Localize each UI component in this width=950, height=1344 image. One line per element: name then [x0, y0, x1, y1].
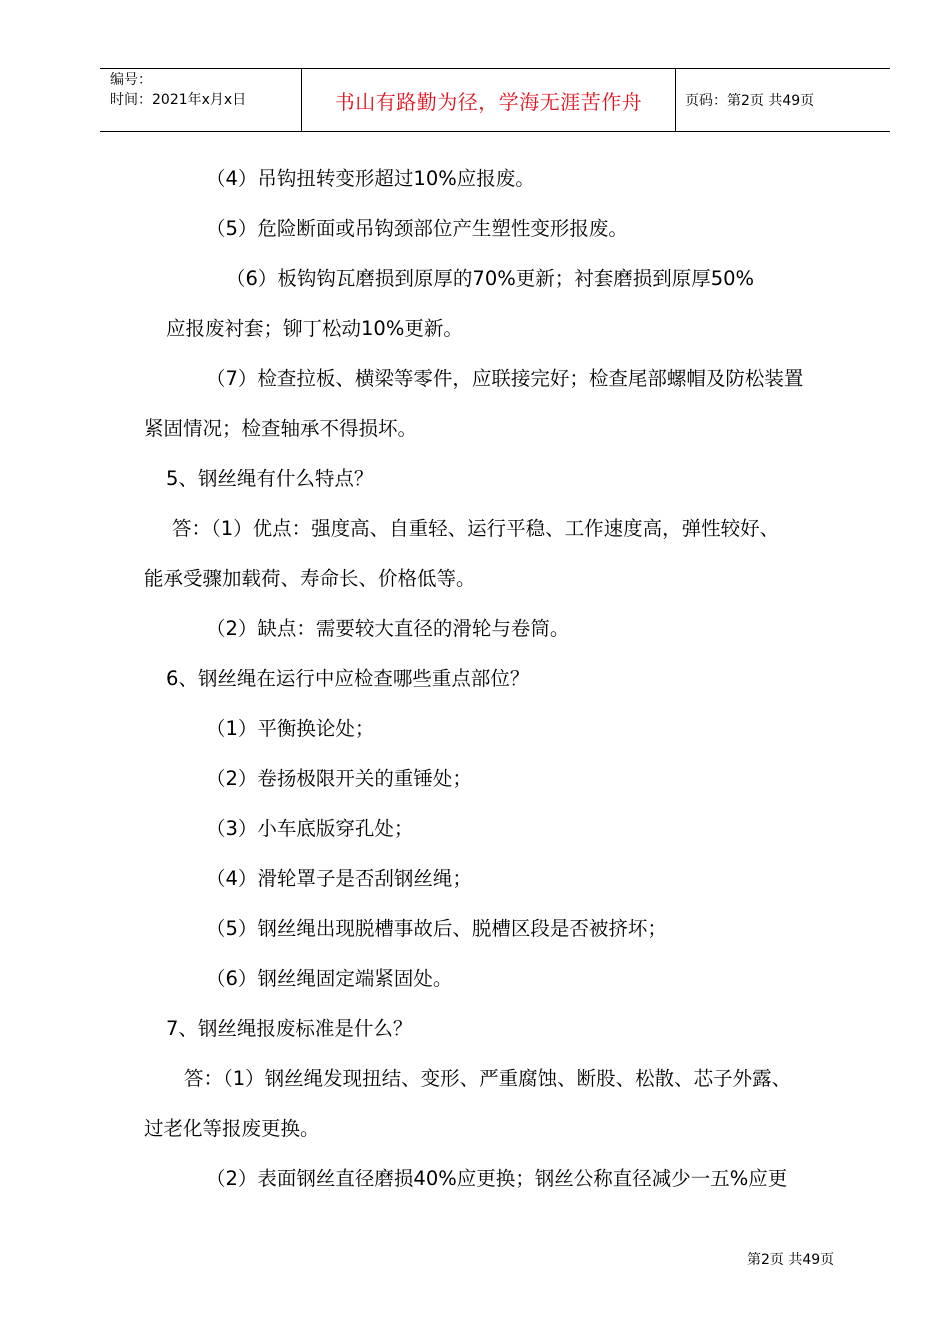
page-footer: 第2页 共49页 — [747, 1252, 835, 1268]
body-line: （2）卷扬极限开关的重锤处； — [206, 767, 472, 790]
body-line: （1）平衡换论处； — [206, 717, 375, 740]
header-meta — [100, 69, 301, 131]
body-line: （4）滑轮罩子是否刮钢丝绳； — [206, 867, 472, 890]
serial-number-label: 编号： — [110, 72, 152, 88]
header-motto-cell — [301, 69, 676, 131]
body-line: （2）表面钢丝直径磨损40%应更换；钢丝公称直径减少一五%应更 — [206, 1167, 788, 1190]
body-line: （2）缺点：需要较大直径的滑轮与卷筒。 — [206, 617, 570, 640]
body-line: （5）钢丝绳出现脱槽事故后、脱槽区段是否被挤坏； — [206, 917, 667, 940]
body-line: 答：（1）钢丝绳发现扭结、变形、严重腐蚀、断股、松散、芯子外露、 — [184, 1067, 792, 1090]
body-line: （4）吊钩扭转变形超过10%应报废。 — [206, 167, 535, 190]
header-page-cell — [675, 69, 890, 131]
body-line: 过老化等报废更换。 — [144, 1117, 320, 1140]
body-line: （6）板钩钩瓦磨损到原厚的70%更新；衬套磨损到原厚50% — [226, 267, 755, 290]
question-heading: 5、钢丝绳有什么特点？ — [166, 467, 374, 490]
page-info: 页码：第2页 共49页 — [685, 93, 815, 109]
body-line: 能承受骤加载荷、寿命长、价格低等。 — [144, 567, 476, 590]
page-header — [100, 68, 890, 132]
body-line: 应报废衬套；铆丁松动10%更新。 — [166, 317, 463, 340]
question-heading: 7、钢丝绳报废标准是什么？ — [166, 1017, 413, 1040]
time-label: 时间：2021年x月x日 — [110, 92, 247, 108]
body-line: 紧固情况；检查轴承不得损坏。 — [144, 417, 418, 440]
body-line: （7）检查拉板、横梁等零件，应联接完好；检查尾部螺帽及防松装置 — [206, 367, 804, 390]
motto-text: 书山有路勤为径，学海无涯苦作舟 — [334, 89, 643, 114]
body-line: （5）危险断面或吊钩颈部位产生塑性变形报废。 — [206, 217, 628, 240]
body-line: （3）小车底版穿孔处； — [206, 817, 414, 840]
body-line: 答：（1）优点：强度高、自重轻、运行平稳、工作速度高，弹性较好、 — [172, 517, 780, 540]
body-line: （6）钢丝绳固定端紧固处。 — [206, 967, 453, 990]
question-heading: 6、钢丝绳在运行中应检查哪些重点部位？ — [166, 667, 530, 690]
